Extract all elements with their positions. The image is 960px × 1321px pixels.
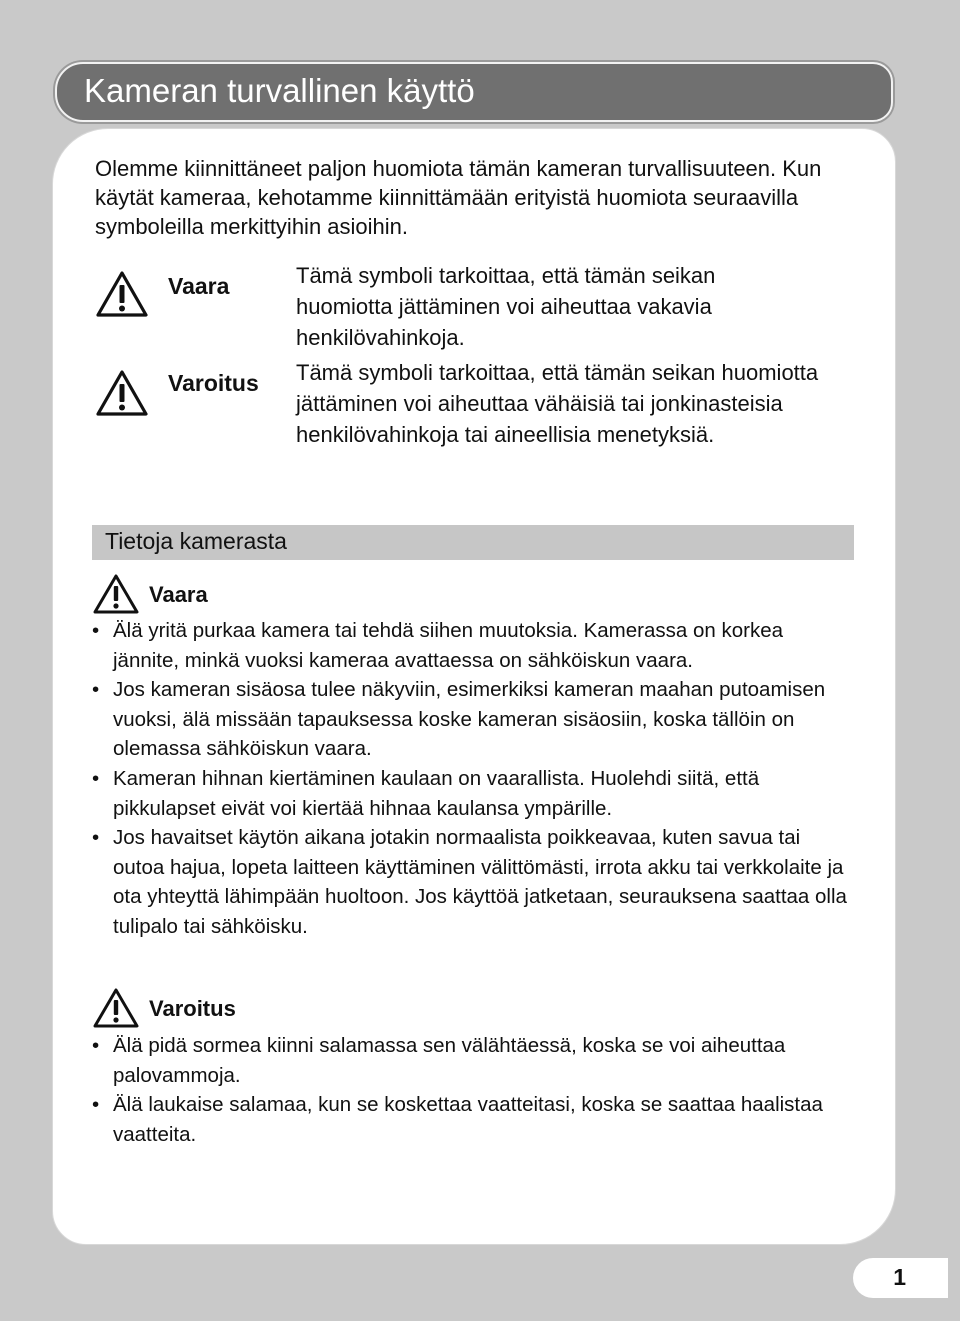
warning-triangle-icon [95, 270, 149, 318]
caution-list [92, 1031, 852, 1149]
list-item: • Älä pidä sormea kiinni salamassa sen välähtäessä, koska se voi aiheuttaa palovammoja. [92, 1031, 852, 1090]
page-title: Kameran turvallinen käyttö [84, 72, 475, 109]
list-item: • Älä laukaise salamaa, kun se koskettaa vaatteitasi, koska se saattaa haalistaa vaatteita. [92, 1090, 852, 1149]
group-heading-caution: Varoitus [149, 996, 236, 1021]
intro-paragraph: Olemme kiinnittäneet paljon huomiota tämän kameran turvallisuuteen. Kun käytät kameraa, kehotamme kiinnittämään erityistä huomiota seuraavilla symboleilla merkittyihin asioihin. [95, 156, 822, 239]
danger-list [92, 616, 852, 942]
list-item: • Jos kameran sisäosa tulee näkyviin, esimerkiksi kameran maahan putoamisen vuoksi, älä missään tapauksessa koske kameran sisäosiin, koska tällöin on olemassa sähköiskun vaara. [92, 675, 852, 764]
list-item: • Kameran hihnan kiertäminen kaulaan on vaarallista. Huolehdi siitä, että pikkulapset eivät voi kiertää hihnaa kaulansa ympärille. [92, 764, 852, 823]
list-item: • Jos havaitset käytön aikana jotakin normaalista poikkeavaa, kuten savua tai outoa hajua, lopeta laitteen käyttäminen välittömästi, irrota akku tai verkkolaite ja ota yhteyttä lähimpään huoltoon. Jos käyttöä jatketaan, seurauksena saattaa olla tulipalo tai sähköisku. [92, 823, 852, 941]
section-header [92, 525, 854, 560]
section-title: Tietoja kamerasta [105, 528, 287, 554]
list-item: • Älä yritä purkaa kamera tai tehdä siihen muutoksia. Kamerassa on korkea jännite, minkä vuoksi kameraa avattaessa on sähköiskun vaara. [92, 616, 852, 675]
warning-triangle-icon [92, 574, 140, 614]
legend-label-caution: Varoitus [168, 370, 259, 396]
legend-caution-icon-wrap [95, 369, 149, 422]
page-number: 1 [893, 1264, 906, 1290]
legend-label-danger: Vaara [168, 273, 230, 299]
page-number-badge [853, 1258, 948, 1298]
group-caution-icon-wrap [92, 988, 140, 1033]
warning-triangle-icon [95, 369, 149, 417]
title-bar [55, 62, 893, 122]
warning-triangle-icon [92, 988, 140, 1028]
legend-description-caution: Tämä symboli tarkoittaa, että tämän seikan huomiotta jättäminen voi aiheuttaa vähäisiä tai jonkinasteisia henkilövahinkoja tai aineellisia menetyksiä. [296, 360, 819, 447]
legend-description-danger: Tämä symboli tarkoittaa, että tämän seikan huomiotta jättäminen voi aiheuttaa vakavia henkilövahinkoja. [296, 263, 716, 350]
legend-danger-icon-wrap [95, 270, 149, 323]
group-danger-icon-wrap [92, 574, 140, 619]
group-heading-danger: Vaara [149, 582, 208, 607]
